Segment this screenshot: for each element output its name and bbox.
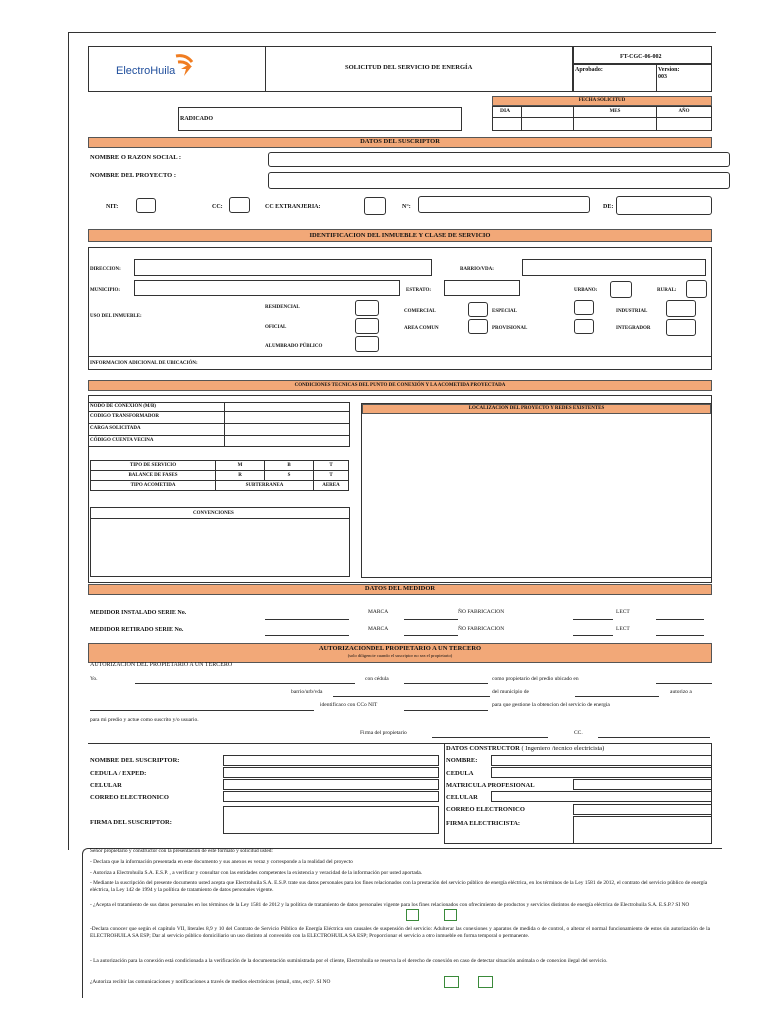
- alumbrado-label: ALUMBRADO PÚBLICO: [265, 344, 323, 349]
- numero-input[interactable]: [418, 196, 590, 213]
- integrador-label: INTEGRADOR: [616, 326, 651, 331]
- oficial-checkbox[interactable]: [355, 318, 379, 334]
- acepta-no-checkbox[interactable]: [444, 909, 457, 921]
- condiciones-section-header: CONDICIONES TECNICAS DEL PUNTO DE CONEXIÓN Y LA ACOMETIDA PROYECTADA: [88, 380, 712, 391]
- numero-label: N°:: [402, 204, 411, 210]
- predio-label: para mi predio y actue como suscrito y/o usuario.: [90, 717, 199, 723]
- legal-notificaciones: ¿Autoriza recibir las comunicaciones y notificaciones a través de medios electrónicos (email, sms, etc)?. SI NO: [90, 979, 331, 985]
- rural-label: RURAL:: [657, 288, 677, 293]
- instalado-serie-line[interactable]: [265, 619, 349, 620]
- marca-line-1[interactable]: [404, 619, 458, 620]
- legal-autoriza: - Autoriza a Electrohuila S.A. E.S.P. , a verificar y consultar con las entidades competentes la existencia y veracidad de la información por usted aportada.: [90, 870, 423, 876]
- approved-label: Aprobado:: [575, 67, 603, 73]
- legal-conexion: - La autorización para la conexión está condicionada a la verificación de la documentación suministrada por el cliente, Electrohuila se reserva la el derecho de conexión en caso de detectar situación anómala o de conexion ilegal del servicio.: [90, 958, 608, 964]
- autorizacion-title: AUTORIZACION DEL PROPIETARIO A UN TERCERO: [90, 662, 233, 668]
- municipio-label: MUNICIPIO:: [90, 288, 120, 293]
- nit-line[interactable]: [404, 710, 488, 711]
- autorizo-line[interactable]: [90, 710, 314, 711]
- c-nombre-input[interactable]: [491, 755, 712, 766]
- cedula-exped-label: CEDULA / EXPED:: [90, 770, 147, 777]
- industrial-label: INDUSTRIAL: [616, 309, 648, 314]
- legal-declara: - Declara que la información presentada en este documento y sus anexos es veraz y corresponde a la realidad del proyecto: [90, 859, 353, 865]
- residencial-label: RESIDENCIAL: [265, 305, 300, 310]
- correo-input[interactable]: [223, 791, 439, 802]
- notif-si-checkbox[interactable]: [444, 976, 459, 988]
- firma-suscriptor-box[interactable]: [223, 806, 439, 834]
- marca-label-1: MARCA: [368, 609, 389, 615]
- c-nombre-label: NOMBRE:: [446, 757, 478, 764]
- cc-aut-line[interactable]: [598, 737, 710, 738]
- lect-line-2[interactable]: [656, 635, 704, 636]
- barrio-line[interactable]: [333, 696, 490, 697]
- anio-label: AÑO: [678, 109, 690, 114]
- dia-input[interactable]: [492, 117, 522, 131]
- info-adicional-line: [88, 356, 712, 357]
- estrato-label: ESTRATO:: [406, 288, 432, 293]
- nombre-razon-label: NOMBRE O RAZON SOCIAL :: [90, 154, 182, 161]
- carga-cell: CARGA SOLICITADA: [88, 423, 225, 436]
- nodo-cell: NODO DE CONEXIÓN (M/B): [88, 402, 225, 412]
- c-celular-label: CELULAR: [446, 794, 478, 801]
- localizacion-box[interactable]: [361, 403, 712, 578]
- de-input[interactable]: [616, 196, 712, 215]
- retirado-serie-line[interactable]: [265, 635, 349, 636]
- anio-input[interactable]: [656, 117, 712, 131]
- firma-suscriptor-label: FIRMA DEL SUSCRIPTOR:: [90, 819, 172, 826]
- rural-checkbox[interactable]: [686, 280, 707, 298]
- aerea-cell: AEREA: [313, 480, 349, 491]
- info-adicional-label: INFORMACION ADICIONAL DE UBICACIÓN:: [90, 361, 198, 366]
- c-matricula-label: MATRICULA PROFESIONAL: [446, 782, 535, 789]
- codigo-trafo-cell: CODIGO TRANSFORMADOR: [88, 411, 225, 424]
- fabricacion-line-1[interactable]: [573, 619, 613, 620]
- dia-input-2[interactable]: [521, 117, 574, 131]
- c-firma-label: FIRMA ELECTRICISTA:: [446, 820, 521, 827]
- inmueble-section-header: IDENTIFICACION DEL INMUEBLE Y CLASE DE SERVICIO: [88, 229, 712, 242]
- marca-line-2[interactable]: [404, 635, 458, 636]
- provisional-label: PROVISIONAL: [492, 326, 528, 331]
- area-comun-label: AREA COMUN: [404, 326, 439, 331]
- localizacion-header: LOCALIZACION DEL PROYECTO Y REDES EXISTENTES: [362, 404, 711, 414]
- estrato-input[interactable]: [444, 280, 520, 296]
- tipo-servicio-cell: TIPO DE SERVICIO: [90, 460, 216, 471]
- mes-input[interactable]: [573, 117, 657, 131]
- barrio-label: BARRIO/VDA:: [460, 267, 494, 272]
- c-correo-label: CORREO ELECTRONICO: [446, 806, 525, 813]
- uso-label: USO DEL INMUEBLE:: [90, 314, 142, 319]
- comercial-label: COMERCIAL: [404, 309, 436, 314]
- oficial-label: OFICIAL: [265, 325, 287, 330]
- provisional-checkbox[interactable]: [574, 319, 594, 334]
- residencial-checkbox[interactable]: [355, 300, 379, 316]
- identificado-label: identificaco con CCo NIT: [320, 702, 378, 708]
- cc-checkbox[interactable]: [229, 197, 250, 213]
- electrohuila-logo: [116, 52, 216, 82]
- municipio-label-aut: del municipio de: [492, 689, 529, 695]
- cuenta-cell: CÓDIGO CUENTA VECINA: [88, 435, 225, 447]
- constructor-subtitle: ( Ingeniero /tecnico electricista): [521, 745, 605, 752]
- logo-text: ElectroHuila: [116, 65, 176, 77]
- firma-propietario-line[interactable]: [432, 737, 548, 738]
- barrio-input[interactable]: [522, 259, 706, 276]
- barrio-label-aut: barrio/urb/vda: [291, 689, 323, 695]
- m-cell: M: [215, 460, 265, 471]
- legal-suspension: -Declara conocer que según el capítulo VII, literales 8,9 y 10 del Contrato de Servicio Público de Energía Eléctrica son causales de suspensión del servicio: Adulterar las conexiones y aparatos de medida o de control, o alterar el normal funcionamiento de estos sin autorización de la ELECTROHUILA SA ESP; Dar al servicio público domiciliario un uso distinto al convenido con la ELECTROHUILA SA ESP; Proporcionar el servicio a otro inmueble en forma temporal o permanente.: [90, 926, 710, 939]
- especial-checkbox[interactable]: [574, 300, 594, 315]
- direccion-input[interactable]: [134, 259, 432, 276]
- legal-intro: Señor propietario y constructor con la presentación de este formato y solicitud usted:: [90, 848, 273, 854]
- nombre-proyecto-input[interactable]: [268, 172, 730, 189]
- municipio-input[interactable]: [134, 280, 400, 296]
- form-code: FT-CGC-06-002: [620, 54, 662, 60]
- medidor-instalado-label: MEDIDOR INSTALADO SERIE No.: [90, 610, 187, 616]
- r-cell: R: [215, 470, 265, 481]
- t2-cell: T: [313, 470, 349, 481]
- nit-checkbox[interactable]: [136, 198, 156, 213]
- fecha-solicitud-header: FECHA SOLICITUD: [492, 96, 712, 106]
- legal-datos: - Mediante la suscripción del presente documento usted acepta que Electrohuila S.A. E.S.P. trate sus datos personales para los fines relacionados con la prestación del servicio público de energía eléctrica, en los términos de la Ley 1581 de 2012, el contrato del servicio público de energía eléctrica, la Ley 142 de 1994 y la política de tratamiento de datos personales vigente.: [90, 880, 708, 893]
- gestione-label: para que gestione la obtencion del servicio de energia: [492, 702, 610, 708]
- c-correo-input[interactable]: [573, 804, 712, 815]
- yo-label: Yo.: [90, 676, 98, 682]
- c-cedula-input[interactable]: [491, 767, 712, 778]
- cc-ext-label: CC EXTRANJERIA:: [265, 204, 321, 210]
- lect-label-2: LECT: [616, 626, 630, 632]
- legal-acepta: - ¿Acepta el tratamiento de sus datos personales en los términos de la Ley 1581 de 2012 y la política de tratamiento de datos personales vigente para los fines relacionados con ofrecimiento de productos y servicios distintos de energía eléctrica de Electrohuila S.A. E.S.P.? SI NO: [90, 902, 690, 908]
- municipio-line[interactable]: [575, 696, 659, 697]
- s-cell: S: [264, 470, 314, 481]
- autorizacion-section-header: [88, 643, 712, 663]
- propietario-label: como propietario del predio ubicado en: [492, 676, 579, 682]
- autorizacion-title-bar: AUTORIZACIONDEL PROPIETARIO A UN TERCERO: [318, 645, 482, 652]
- integrador-checkbox[interactable]: [666, 319, 696, 336]
- fabricacion-label-2: ÑO FABRICACION: [458, 626, 505, 632]
- c-cedula-label: CEDULA: [446, 770, 474, 777]
- firma-propietario-label: Firma del propietario: [360, 730, 407, 736]
- dia-label: DIA: [500, 108, 511, 114]
- c-celular-input[interactable]: [491, 791, 712, 802]
- constructor-title: DATOS CONSTRUCTOR: [446, 745, 520, 752]
- fabricacion-line-2[interactable]: [573, 635, 613, 636]
- direccion-label: DIRECCION:: [90, 267, 121, 272]
- tipo-acometida-cell: TIPO ACOMETIDA: [90, 480, 216, 491]
- cuenta-value[interactable]: [224, 435, 350, 447]
- lect-line-1[interactable]: [656, 619, 704, 620]
- acepta-si-checkbox[interactable]: [406, 909, 419, 921]
- celular-input[interactable]: [223, 779, 439, 790]
- especial-label: ESPECIAL: [492, 309, 518, 314]
- fabricacion-label-1: ÑO FABRICACION: [458, 609, 505, 615]
- radicado-label: RADICADO: [180, 116, 213, 122]
- constructor-label: [446, 746, 604, 753]
- autorizacion-subtitle: (solo diligencie cuando el suscriptor no sea el propietario): [347, 653, 453, 658]
- nombre-suscriptor-label: NOMBRE DEL SUSCRIPTOR:: [90, 757, 180, 764]
- mes-label: MES: [609, 109, 621, 114]
- convenciones-line: [90, 518, 350, 519]
- b-cell: B: [264, 460, 314, 471]
- version-label: Version:: [658, 67, 680, 73]
- industrial-checkbox[interactable]: [666, 300, 696, 317]
- cedula-label: con cédula: [365, 676, 389, 682]
- nombre-razon-input[interactable]: [268, 152, 730, 167]
- notif-no-checkbox[interactable]: [478, 976, 493, 988]
- autorizo-label: autorizo a: [670, 689, 692, 695]
- marca-label-2: MARCA: [368, 626, 389, 632]
- lect-label-1: LECT: [616, 609, 630, 615]
- alumbrado-checkbox[interactable]: [355, 336, 379, 352]
- balance-cell: BALANCE DE FASES: [90, 470, 216, 481]
- area-comun-checkbox[interactable]: [468, 319, 488, 334]
- c-matricula-input[interactable]: [573, 779, 712, 790]
- cc-label: CC:: [212, 204, 223, 210]
- nombre-proyecto-label: NOMBRE DEL PROYECTO :: [90, 172, 177, 179]
- comercial-checkbox[interactable]: [468, 302, 488, 317]
- suscriptor-section-header: DATOS DEL SUSCRIPTOR: [88, 137, 712, 148]
- convenciones-label: CONVENCIONES: [193, 511, 234, 516]
- medidor-retirado-label: MEDIDOR RETIRADO SERIE No.: [90, 627, 184, 633]
- medidor-section-header: DATOS DEL MEDIDOR: [88, 584, 712, 595]
- nombre-suscriptor-input[interactable]: [223, 755, 439, 766]
- form-title: SOLICITUD DEL SERVICIO DE ENERGÍA: [345, 64, 473, 71]
- celular-label: CELULAR: [90, 782, 122, 789]
- version-value: 003: [658, 74, 667, 80]
- t-cell: T: [313, 460, 349, 471]
- de-label: DE:: [603, 204, 614, 210]
- predio-line[interactable]: [656, 683, 712, 684]
- cedula-exped-input[interactable]: [223, 767, 439, 778]
- cedula-line[interactable]: [404, 683, 488, 684]
- nit-label: NIT:: [106, 204, 119, 210]
- c-firma-box[interactable]: [573, 816, 712, 844]
- urbano-checkbox[interactable]: [610, 281, 632, 298]
- correo-label: CORREO ELECTRONICO: [90, 794, 169, 801]
- urbano-label: URBANO:: [574, 288, 598, 293]
- cc-aut-label: CC.: [574, 730, 583, 736]
- subterranea-cell: SUBTERRANEA: [215, 480, 314, 491]
- radicado-field[interactable]: [178, 107, 462, 131]
- cc-ext-checkbox[interactable]: [364, 197, 386, 215]
- yo-line[interactable]: [135, 683, 355, 684]
